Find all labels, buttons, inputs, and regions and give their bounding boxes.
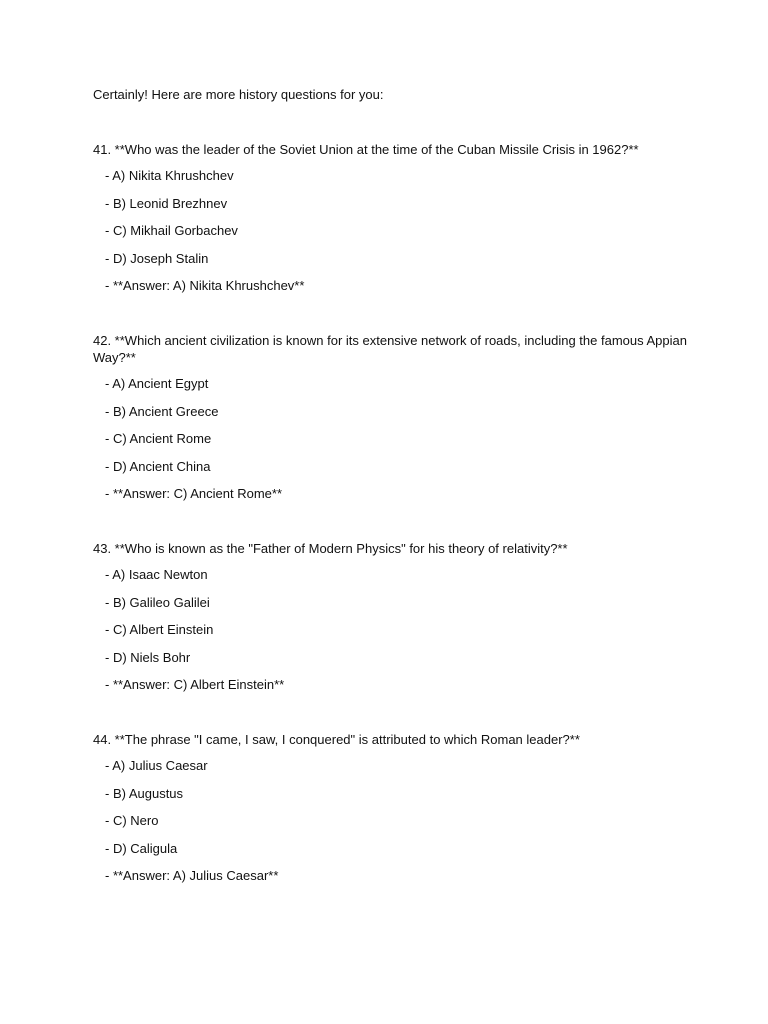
answer-line: - **Answer: C) Ancient Rome**	[105, 486, 283, 501]
option-c: - C) Nero	[105, 813, 159, 828]
option-d: - D) Joseph Stalin	[105, 250, 209, 266]
question-text: 44. **The phrase "I came, I saw, I conquered" is attributed to which Roman leader?**	[93, 732, 580, 747]
question-43	[93, 540, 693, 694]
option-c: - C) Mikhail Gorbachev	[105, 223, 238, 238]
option-b: - B) Galileo Galilei	[105, 594, 210, 610]
question-44	[93, 731, 693, 885]
question-42	[93, 332, 693, 503]
option-a: - A) Julius Caesar	[105, 758, 208, 773]
answer-line: - **Answer: C) Albert Einstein**	[105, 677, 285, 692]
option-a: - A) Isaac Newton	[105, 567, 208, 582]
question-text: 42. **Which ancient civilization is known for its extensive network of roads, including the famous Appian Way?**	[93, 333, 687, 365]
answer-line: - **Answer: A) Nikita Khrushchev**	[105, 278, 305, 293]
question-text: 43. **Who is known as the "Father of Modern Physics" for his theory of relativity?**	[93, 541, 568, 556]
option-c: - C) Ancient Rome	[105, 431, 212, 446]
option-d: - D) Ancient China	[105, 458, 211, 474]
question-text: 41. **Who was the leader of the Soviet Union at the time of the Cuban Missile Crisis in 1962?**	[93, 142, 639, 157]
document-page	[93, 86, 693, 922]
option-b: - B) Augustus	[105, 785, 184, 801]
option-d: - D) Niels Bohr	[105, 649, 191, 665]
option-a: - A) Nikita Khrushchev	[105, 168, 234, 183]
intro-text: Certainly! Here are more history questions for you:	[93, 87, 384, 102]
option-c: - C) Albert Einstein	[105, 622, 214, 637]
option-d: - D) Caligula	[105, 840, 178, 856]
option-a: - A) Ancient Egypt	[105, 376, 209, 391]
answer-line: - **Answer: A) Julius Caesar**	[105, 868, 279, 883]
option-b: - B) Ancient Greece	[105, 403, 219, 419]
question-41	[93, 141, 693, 295]
option-b: - B) Leonid Brezhnev	[105, 195, 228, 211]
